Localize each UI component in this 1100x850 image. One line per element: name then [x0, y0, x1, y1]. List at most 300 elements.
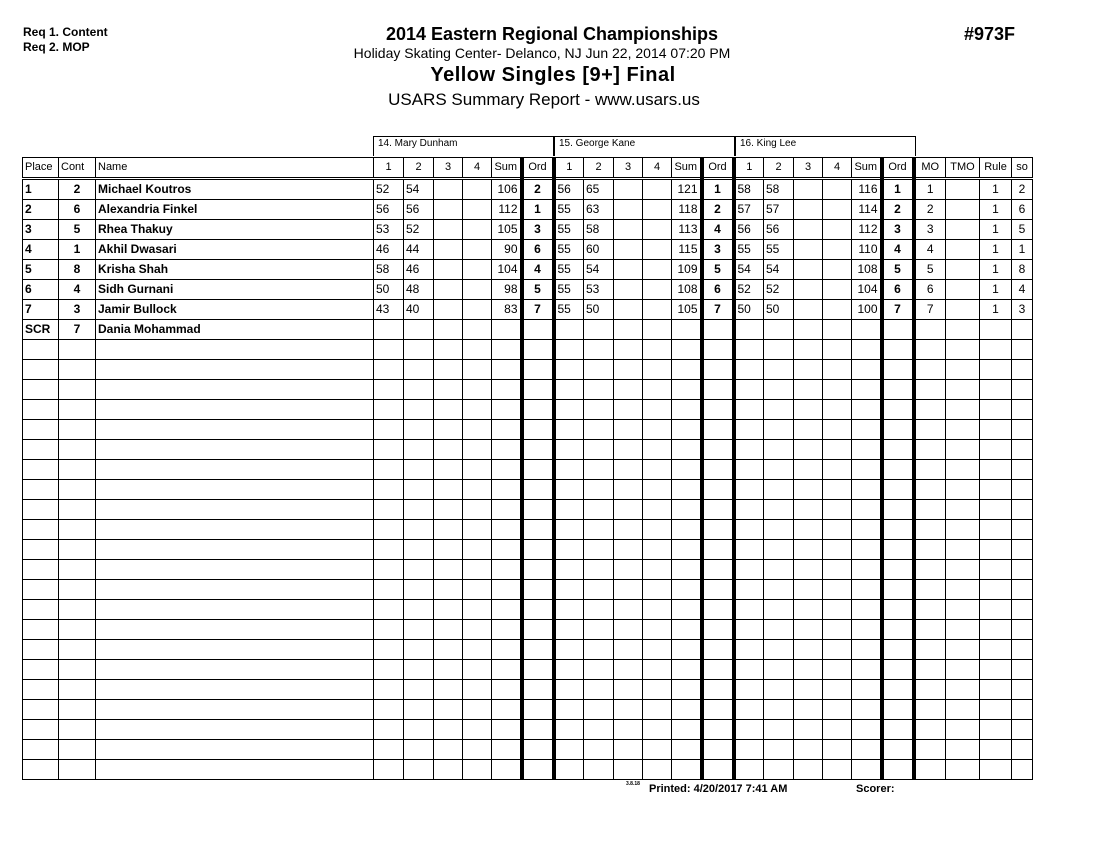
j1-sum: [492, 480, 522, 500]
rule-cell: [980, 760, 1012, 780]
mo-cell: [914, 460, 946, 480]
j1-score-3: [434, 600, 463, 620]
tmo-cell: [946, 480, 980, 500]
j2-score-4: [643, 260, 672, 280]
so-cell: [1012, 720, 1033, 740]
j2-score-1: [554, 660, 584, 680]
name-cell: [96, 480, 374, 500]
j1-score-1: [374, 540, 404, 560]
j1-score-2: [404, 340, 434, 360]
j2-ord: [702, 700, 734, 720]
j2-score-4: [643, 220, 672, 240]
j2-ord: [702, 460, 734, 480]
j1-score-3: [434, 620, 463, 640]
j1-ord: [522, 480, 554, 500]
j2-ord: 6: [702, 280, 734, 300]
place-cell: [23, 340, 59, 360]
j1-sum: [492, 660, 522, 680]
j3-score-3: [794, 500, 823, 520]
so-cell: [1012, 580, 1033, 600]
j2-score-3: [614, 440, 643, 460]
j3-sum: [852, 460, 882, 480]
place-cell: [23, 420, 59, 440]
tmo-cell: [946, 280, 980, 300]
so-cell: 3: [1012, 300, 1033, 320]
j1-sum: [492, 720, 522, 740]
j3-score-3: [794, 720, 823, 740]
j1-score-3: [434, 380, 463, 400]
table-row: [23, 600, 1033, 620]
j3-score-4: [823, 480, 852, 500]
j1-score-1: [374, 700, 404, 720]
j2-score-3: [614, 460, 643, 480]
j2-score-2: [584, 420, 614, 440]
j1-ord: [522, 560, 554, 580]
j3-score-3: [794, 600, 823, 620]
place-cell: [23, 440, 59, 460]
cont-cell: [59, 660, 96, 680]
so-cell: 5: [1012, 220, 1033, 240]
rule-cell: [980, 680, 1012, 700]
j2-sum: [672, 540, 702, 560]
j1-ord: [522, 400, 554, 420]
j1-ord: [522, 640, 554, 660]
j3-score-2: [764, 760, 794, 780]
so-cell: [1012, 660, 1033, 680]
cont-cell: [59, 620, 96, 640]
j2-score-4: [643, 740, 672, 760]
j2-ord: [702, 320, 734, 340]
j3-score-3: [794, 640, 823, 660]
j1-score-1: [374, 320, 404, 340]
j3-ord: [882, 680, 914, 700]
table-row: [23, 320, 1033, 340]
j3-score-2: 58: [764, 179, 794, 200]
j1-ord: 5: [522, 280, 554, 300]
mo-cell: [914, 640, 946, 660]
judge-header-3: 16. King Lee: [735, 136, 916, 156]
j2-sum: 113: [672, 220, 702, 240]
j3-score-3: [794, 300, 823, 320]
j3-score-2: [764, 420, 794, 440]
name-cell: Rhea Thakuy: [96, 220, 374, 240]
j1-ord: 2: [522, 179, 554, 200]
j2-score-4: [643, 400, 672, 420]
j1-score-4: [463, 480, 492, 500]
j1-score-1: 56: [374, 200, 404, 220]
j2-score-4: [643, 520, 672, 540]
j3-score-3: [794, 460, 823, 480]
j1-col-ord: Ord: [522, 158, 554, 179]
j1-sum: [492, 640, 522, 660]
j3-score-4: [823, 340, 852, 360]
j3-ord: [882, 400, 914, 420]
j2-score-1: [554, 640, 584, 660]
j3-score-4: [823, 700, 852, 720]
j3-score-2: [764, 340, 794, 360]
j2-score-1: 56: [554, 179, 584, 200]
j2-ord: [702, 740, 734, 760]
j3-ord: 6: [882, 280, 914, 300]
j2-score-1: [554, 480, 584, 500]
requirement-1: Req 1. Content: [23, 25, 108, 39]
report-title: USARS Summary Report - www.usars.us: [388, 90, 700, 109]
name-cell: Alexandria Finkel: [96, 200, 374, 220]
place-cell: [23, 380, 59, 400]
j1-ord: [522, 720, 554, 740]
name-cell: [96, 600, 374, 620]
j2-score-3: [614, 320, 643, 340]
j3-score-1: [734, 560, 764, 580]
rule-cell: [980, 600, 1012, 620]
j1-score-4: [463, 520, 492, 540]
tmo-cell: [946, 660, 980, 680]
j3-sum: 116: [852, 179, 882, 200]
j1-score-2: [404, 460, 434, 480]
j1-ord: [522, 580, 554, 600]
j1-score-2: [404, 560, 434, 580]
mo-cell: [914, 580, 946, 600]
j2-score-1: [554, 340, 584, 360]
j3-score-2: [764, 620, 794, 640]
j3-score-2: [764, 440, 794, 460]
cont-cell: [59, 360, 96, 380]
j3-sum: 100: [852, 300, 882, 320]
j3-score-3: [794, 380, 823, 400]
place-cell: [23, 540, 59, 560]
j3-score-4: [823, 179, 852, 200]
mo-cell: [914, 560, 946, 580]
j1-score-3: [434, 720, 463, 740]
j1-score-3: [434, 200, 463, 220]
j1-score-4: [463, 260, 492, 280]
mo-cell: [914, 620, 946, 640]
so-cell: 4: [1012, 280, 1033, 300]
j1-score-3: [434, 220, 463, 240]
j2-sum: [672, 520, 702, 540]
j1-col-3: 3: [434, 158, 463, 179]
j2-sum: [672, 380, 702, 400]
j1-sum: [492, 740, 522, 760]
place-cell: [23, 580, 59, 600]
place-cell: [23, 400, 59, 420]
name-cell: [96, 380, 374, 400]
j2-score-1: [554, 720, 584, 740]
j2-score-3: [614, 660, 643, 680]
table-row: [23, 540, 1033, 560]
j3-sum: 110: [852, 240, 882, 260]
j2-score-2: [584, 660, 614, 680]
place-cell: [23, 480, 59, 500]
rule-cell: [980, 580, 1012, 600]
mo-cell: [914, 540, 946, 560]
j1-ord: [522, 520, 554, 540]
j3-col-4: 4: [823, 158, 852, 179]
j3-score-4: [823, 460, 852, 480]
place-cell: 5: [23, 260, 59, 280]
j2-ord: [702, 540, 734, 560]
j2-score-4: [643, 380, 672, 400]
so-cell: [1012, 400, 1033, 420]
j2-sum: [672, 640, 702, 660]
j3-score-2: [764, 500, 794, 520]
j3-score-3: [794, 660, 823, 680]
j1-score-2: 44: [404, 240, 434, 260]
j1-score-1: 58: [374, 260, 404, 280]
so-cell: [1012, 680, 1033, 700]
col-mo: MO: [914, 158, 946, 179]
j1-ord: [522, 340, 554, 360]
tmo-cell: [946, 260, 980, 280]
j2-score-1: 55: [554, 280, 584, 300]
j1-score-3: [434, 420, 463, 440]
place-cell: [23, 740, 59, 760]
j1-score-4: [463, 700, 492, 720]
j1-score-3: [434, 760, 463, 780]
j2-score-2: [584, 520, 614, 540]
j3-score-1: [734, 680, 764, 700]
j1-ord: 6: [522, 240, 554, 260]
tmo-cell: [946, 520, 980, 540]
j2-score-3: [614, 500, 643, 520]
cont-cell: 4: [59, 280, 96, 300]
j2-score-1: [554, 740, 584, 760]
j3-score-4: [823, 360, 852, 380]
j1-score-2: 40: [404, 300, 434, 320]
j2-score-3: [614, 540, 643, 560]
j2-score-3: [614, 760, 643, 780]
j3-sum: [852, 720, 882, 740]
so-cell: [1012, 360, 1033, 380]
tmo-cell: [946, 360, 980, 380]
j2-score-3: [614, 600, 643, 620]
place-cell: [23, 620, 59, 640]
j2-score-1: [554, 320, 584, 340]
j3-ord: [882, 440, 914, 460]
cont-cell: [59, 700, 96, 720]
tmo-cell: [946, 700, 980, 720]
table-row: [23, 360, 1033, 380]
j3-score-2: [764, 640, 794, 660]
j2-sum: 109: [672, 260, 702, 280]
j3-score-2: [764, 360, 794, 380]
j3-ord: [882, 720, 914, 740]
table-row: [23, 380, 1033, 400]
j1-score-4: [463, 340, 492, 360]
j1-sum: [492, 420, 522, 440]
j3-score-1: [734, 760, 764, 780]
table-row: [23, 740, 1033, 760]
j3-score-4: [823, 640, 852, 660]
rule-cell: [980, 440, 1012, 460]
j1-score-4: [463, 179, 492, 200]
j1-ord: [522, 500, 554, 520]
j3-score-2: [764, 540, 794, 560]
j2-score-1: [554, 500, 584, 520]
place-cell: [23, 680, 59, 700]
j2-score-4: [643, 560, 672, 580]
table-row: [23, 680, 1033, 700]
tmo-cell: [946, 440, 980, 460]
j3-sum: [852, 420, 882, 440]
tmo-cell: [946, 760, 980, 780]
j3-score-2: 57: [764, 200, 794, 220]
j3-score-1: 56: [734, 220, 764, 240]
so-cell: [1012, 420, 1033, 440]
j3-score-3: [794, 440, 823, 460]
cont-cell: 7: [59, 320, 96, 340]
j1-score-3: [434, 560, 463, 580]
j1-score-1: 53: [374, 220, 404, 240]
table-row: [23, 280, 1033, 300]
rule-cell: [980, 480, 1012, 500]
tmo-cell: [946, 340, 980, 360]
j2-score-3: [614, 420, 643, 440]
j2-score-3: [614, 400, 643, 420]
j2-score-2: [584, 580, 614, 600]
printed-timestamp: Printed: 4/20/2017 7:41 AM: [649, 783, 788, 795]
j3-sum: [852, 440, 882, 460]
j3-score-1: [734, 320, 764, 340]
j2-score-1: [554, 600, 584, 620]
so-cell: 8: [1012, 260, 1033, 280]
rule-cell: [980, 420, 1012, 440]
j1-score-2: [404, 580, 434, 600]
j2-score-2: [584, 620, 614, 640]
table-row: [23, 620, 1033, 640]
mo-cell: [914, 760, 946, 780]
mo-cell: 5: [914, 260, 946, 280]
cont-cell: [59, 400, 96, 420]
event-title: 2014 Eastern Regional Championships: [385, 24, 719, 44]
j3-score-3: [794, 540, 823, 560]
j1-score-1: 52: [374, 179, 404, 200]
j1-score-1: [374, 360, 404, 380]
tmo-cell: [946, 400, 980, 420]
j2-score-2: [584, 460, 614, 480]
rule-cell: [980, 660, 1012, 680]
j2-ord: [702, 560, 734, 580]
so-cell: [1012, 380, 1033, 400]
j1-score-1: 43: [374, 300, 404, 320]
j1-score-4: [463, 400, 492, 420]
cont-cell: [59, 740, 96, 760]
j1-ord: 4: [522, 260, 554, 280]
so-cell: 6: [1012, 200, 1033, 220]
j1-col-1: 1: [374, 158, 404, 179]
j3-sum: [852, 400, 882, 420]
j2-score-1: [554, 400, 584, 420]
j2-sum: [672, 720, 702, 740]
j1-score-4: [463, 580, 492, 600]
j2-score-4: [643, 320, 672, 340]
j2-ord: [702, 400, 734, 420]
j3-ord: 1: [882, 179, 914, 200]
j3-score-3: [794, 179, 823, 200]
j1-ord: [522, 740, 554, 760]
cont-cell: [59, 720, 96, 740]
mo-cell: 6: [914, 280, 946, 300]
j3-score-2: [764, 700, 794, 720]
place-cell: [23, 520, 59, 540]
j1-score-3: [434, 500, 463, 520]
j2-score-4: [643, 640, 672, 660]
j1-score-4: [463, 600, 492, 620]
cont-cell: 8: [59, 260, 96, 280]
j2-score-4: [643, 200, 672, 220]
so-cell: 2: [1012, 179, 1033, 200]
cont-cell: [59, 580, 96, 600]
j1-sum: 98: [492, 280, 522, 300]
j3-sum: [852, 320, 882, 340]
rule-cell: 1: [980, 240, 1012, 260]
j1-score-1: [374, 440, 404, 460]
j2-score-3: [614, 340, 643, 360]
j2-score-3: [614, 680, 643, 700]
j1-score-2: [404, 440, 434, 460]
j2-score-2: 60: [584, 240, 614, 260]
j3-score-1: [734, 640, 764, 660]
rule-cell: [980, 700, 1012, 720]
j1-ord: 3: [522, 220, 554, 240]
name-cell: Jamir Bullock: [96, 300, 374, 320]
j3-score-1: [734, 520, 764, 540]
j3-sum: [852, 540, 882, 560]
so-cell: [1012, 480, 1033, 500]
table-row: [23, 220, 1033, 240]
so-cell: [1012, 440, 1033, 460]
cont-cell: 2: [59, 179, 96, 200]
mo-cell: [914, 340, 946, 360]
j2-score-2: 54: [584, 260, 614, 280]
j2-score-1: 55: [554, 200, 584, 220]
j2-sum: [672, 560, 702, 580]
j1-score-4: [463, 640, 492, 660]
j3-ord: [882, 580, 914, 600]
j2-score-4: [643, 179, 672, 200]
j1-score-3: [434, 740, 463, 760]
name-cell: [96, 720, 374, 740]
rule-cell: [980, 640, 1012, 660]
j2-score-1: [554, 620, 584, 640]
so-cell: [1012, 740, 1033, 760]
j2-score-1: [554, 440, 584, 460]
j1-sum: 106: [492, 179, 522, 200]
cont-cell: [59, 680, 96, 700]
j1-score-3: [434, 260, 463, 280]
j3-sum: [852, 680, 882, 700]
j3-col-sum: Sum: [852, 158, 882, 179]
j3-score-4: [823, 520, 852, 540]
j3-ord: [882, 320, 914, 340]
tmo-cell: [946, 620, 980, 640]
j1-score-2: 54: [404, 179, 434, 200]
j1-score-2: [404, 540, 434, 560]
j3-ord: [882, 560, 914, 580]
j1-ord: [522, 360, 554, 380]
j1-score-3: [434, 660, 463, 680]
rule-cell: 1: [980, 200, 1012, 220]
j3-score-4: [823, 280, 852, 300]
j1-ord: [522, 760, 554, 780]
mo-cell: [914, 440, 946, 460]
j2-ord: [702, 360, 734, 380]
j2-score-4: [643, 620, 672, 640]
table-row: [23, 660, 1033, 680]
j2-score-3: [614, 560, 643, 580]
j1-score-2: [404, 360, 434, 380]
tmo-cell: [946, 720, 980, 740]
